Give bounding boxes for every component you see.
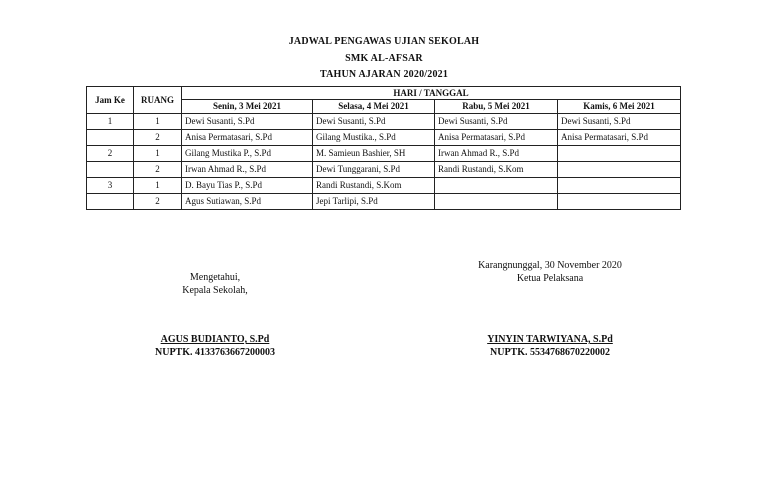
proctor-cell: Anisa Permatasari, S.Pd — [435, 130, 558, 146]
ruang-cell: 2 — [134, 162, 182, 178]
table-row — [87, 194, 681, 210]
schedule-table — [86, 86, 681, 210]
table-row — [87, 114, 681, 130]
proctor-cell: M. Samieun Bashier, SH — [313, 146, 435, 162]
table-row — [87, 146, 681, 162]
column-header-ruang: RUANG — [134, 87, 182, 114]
table-row — [87, 178, 681, 194]
jam-cell — [87, 162, 134, 178]
ruang-cell: 1 — [134, 178, 182, 194]
proctor-cell: Irwan Ahmad R., S.Pd — [182, 162, 313, 178]
proctor-cell: Dewi Susanti, S.Pd — [435, 114, 558, 130]
ruang-cell: 2 — [134, 130, 182, 146]
signature-left — [130, 333, 300, 359]
academic-year: TAHUN AJARAN 2020/2021 — [319, 69, 449, 80]
jam-cell — [87, 194, 134, 210]
chairman-name: YINYIN TARWIYANA, S.Pd — [487, 334, 613, 345]
proctor-cell — [558, 162, 681, 178]
proctor-cell: Randi Rustandi, S.Kom — [435, 162, 558, 178]
proctor-cell: D. Bayu Tias P., S.Pd — [182, 178, 313, 194]
proctor-cell: Dewi Susanti, S.Pd — [182, 114, 313, 130]
ruang-cell: 2 — [134, 194, 182, 210]
proctor-cell — [558, 178, 681, 194]
jam-cell — [87, 130, 134, 146]
ruang-cell: 1 — [134, 146, 182, 162]
signature-right — [460, 333, 640, 359]
proctor-cell — [558, 194, 681, 210]
ruang-cell: 1 — [134, 114, 182, 130]
proctor-cell: Dewi Tunggarani, S.Pd — [313, 162, 435, 178]
proctor-cell: Irwan Ahmad R., S.Pd — [435, 146, 558, 162]
proctor-cell: Gilang Mustika., S.Pd — [313, 130, 435, 146]
proctor-cell — [435, 178, 558, 194]
column-group-header: HARI / TANGGAL — [182, 87, 681, 100]
jam-cell: 2 — [87, 146, 134, 162]
principal-id: NUPTK. 4133763667200003 — [155, 347, 275, 358]
place-date: Karangnunggal, 30 November 2020 — [478, 260, 622, 271]
document-title: JADWAL PENGAWAS UJIAN SEKOLAH — [288, 36, 480, 47]
acknowledged-label: Mengetahui, — [189, 272, 241, 283]
principal-name: AGUS BUDIANTO, S.Pd — [160, 334, 270, 345]
proctor-cell: Dewi Susanti, S.Pd — [558, 114, 681, 130]
proctor-cell: Anisa Permatasari, S.Pd — [182, 130, 313, 146]
signature-left-heading — [140, 271, 290, 297]
day-header: Senin, 3 Mei 2021 — [182, 100, 313, 114]
jam-cell: 1 — [87, 114, 134, 130]
table-row — [87, 130, 681, 146]
proctor-cell: Agus Sutiawan, S.Pd — [182, 194, 313, 210]
proctor-cell: Jepi Tarlipi, S.Pd — [313, 194, 435, 210]
jam-cell: 3 — [87, 178, 134, 194]
signature-right-heading — [450, 259, 650, 285]
chairman-id: NUPTK. 5534768670220002 — [490, 347, 610, 358]
proctor-cell — [558, 146, 681, 162]
chairman-title: Ketua Pelaksana — [516, 273, 584, 284]
proctor-cell: Randi Rustandi, S.Kom — [313, 178, 435, 194]
day-header: Selasa, 4 Mei 2021 — [313, 100, 435, 114]
day-header: Rabu, 5 Mei 2021 — [435, 100, 558, 114]
day-header: Kamis, 6 Mei 2021 — [558, 100, 681, 114]
proctor-cell: Gilang Mustika P., S.Pd — [182, 146, 313, 162]
column-header-jam: Jam Ke — [87, 87, 134, 114]
principal-title: Kepala Sekolah, — [182, 285, 248, 296]
proctor-cell: Dewi Susanti, S.Pd — [313, 114, 435, 130]
proctor-cell: Anisa Permatasari, S.Pd — [558, 130, 681, 146]
proctor-cell — [435, 194, 558, 210]
school-name: SMK AL-AFSAR — [345, 53, 423, 64]
table-row — [87, 162, 681, 178]
